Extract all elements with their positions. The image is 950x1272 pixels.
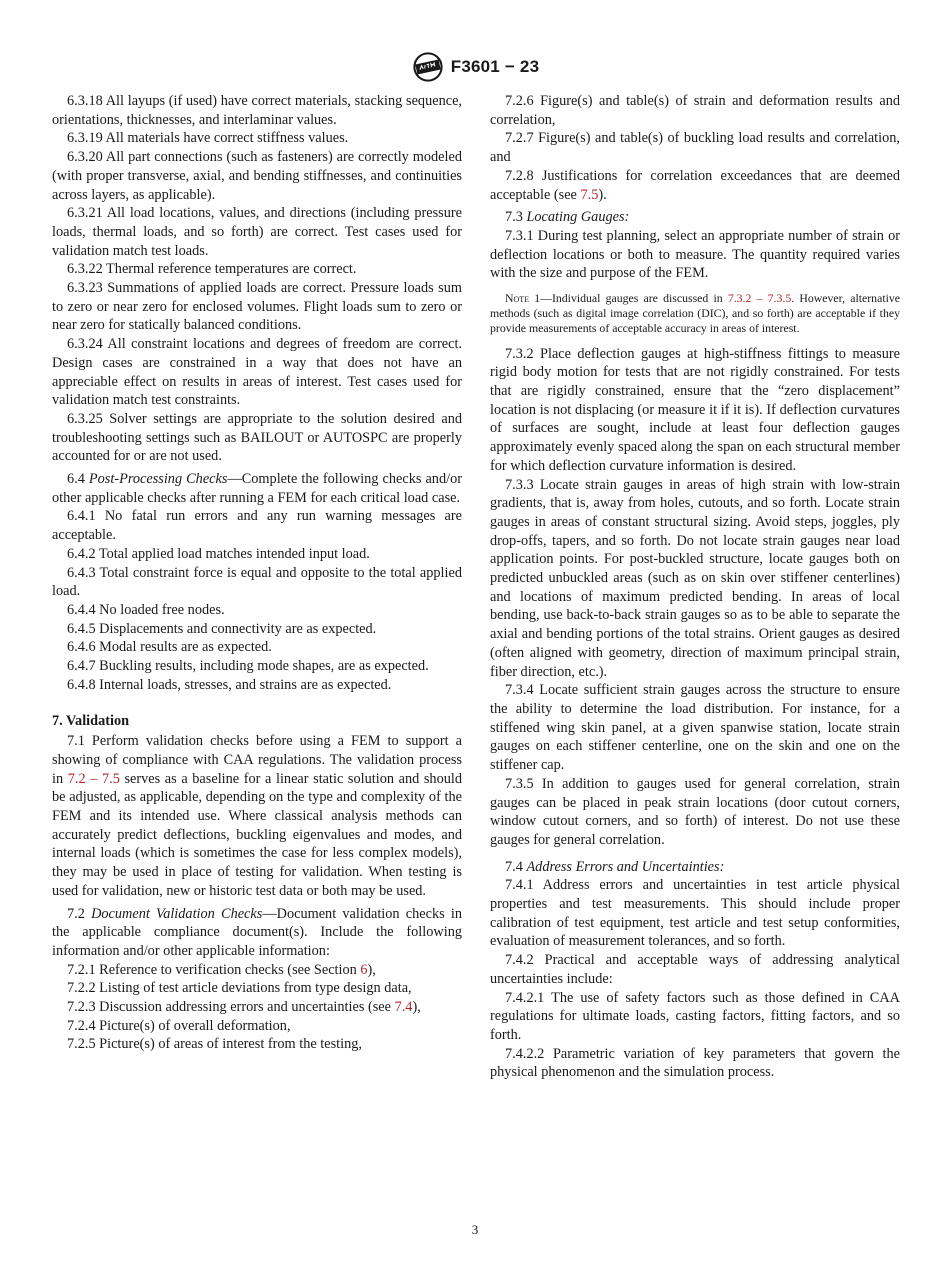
astm-logo-icon [411,50,445,84]
clause-6-3-21: 6.3.21 All load locations, values, and directions (including pressure loads, thermal loads, and so forth) are correct. Test cases used for validation match test loads. [52,205,462,259]
clause-7-3: 7.3 Locating Gauges: [505,209,630,226]
clause-6-3-25: 6.3.25 Solver settings are appropriate to the solution desired and troubleshooting settings such as BAILOUT or AUTOSPC are properly accounted for or are not used. [52,410,462,465]
clause-7-2-3: 7.2.3 Discussion addressing errors and uncertainties (see 7.4), [67,999,421,1016]
clause-7-2-1: 7.2.1 Reference to verification checks (see Section 6), [67,961,376,978]
note-label: Note [505,291,530,306]
clause-7-2-7: 7.2.7 Figure(s) and table(s) of buckling load results and correlation, and [490,130,900,166]
standard-designation: F3601 − 23 [450,57,540,76]
clause-7-3-3: 7.3.3 Locate strain gauges in areas of high strain with low-strain gradients, that is, away from holes, cutouts, and so forth. Locate strain gauges in areas of constant structural sizing. Avoid steps, joggles, ply drop-offs, tapers, and so forth. Do not locate strain gauges near load application points. For post-buckled structure, locate gauges both on predicted unbuckled areas (such as on skin over stiffener centerlines) and locations of maximum predicted bending. In areas of local bending, use back-to-back strain gauges so as to be able to separate the axial and bending portions of the total strains. Orient gauges as desired (often aligned with geometry, direction of maximum principal strain, fiber direction, etc.). [490,476,900,680]
clause-7-3-title: Locating Gauges: [526,209,630,226]
clause-7-2-2: 7.2.2 Listing of test article deviations from type design data, [67,980,412,997]
clause-7-4-1: 7.4.1 Address errors and uncertainties in test article physical properties and test measurements. This should include proper calibration of test equipment, test article and test setup conformities, evaluation of measurement tolerances, and so forth. [490,877,900,950]
clause-6-4-5: 6.4.5 Displacements and connectivity are as expected. [67,620,377,637]
ref-7-3-2-7-3-5[interactable]: 7.3.2 – 7.3.5 [727,291,792,306]
clause-6-3-23: 6.3.23 Summations of applied loads are correct. Pressure loads sum to zero or near zero for enclosed volumes. Flight loads sum to zero or near zero for statically balanced conditions. [52,280,462,334]
ref-section-6[interactable]: 6 [360,961,368,978]
clause-6-4-4: 6.4.4 No loaded free nodes. [67,601,225,618]
clause-7-4-title: Address Errors and Uncertainties: [526,858,725,875]
clause-6-4-7: 6.4.7 Buckling results, including mode shapes, are as expected. [67,658,429,675]
clause-7-2-6: 7.2.6 Figure(s) and table(s) of strain and deformation results and correlation, [490,93,900,128]
clause-7-3-1: 7.3.1 During test planning, select an appropriate number of strain or deflection locations or both to measure. The quantity required varies with the size and purpose of the FEM. [490,227,900,282]
clause-7-3-5: 7.3.5 In addition to gauges used for general correlation, strain gauges can be placed in peak strain locations (door cutout corners, window cutout corners, and so forth) of interest. Do not use these gauges for general correlation. [490,775,900,848]
clause-7-1: 7.1 Perform validation checks before using a FEM to support a showing of compliance with CAA regulations. The validation process in 7.2 – 7.5 serves as a baseline for a linear static solution and should be adjusted, as applicable, depending on the type and complexity of the FEM and its intended use. Where classical analysis methods can accurately predict deflections, buckling eigenvalues and modes, and internal loads (which is sometimes the case for less complex models), they may be used in place of testing for validation. When testing is used for validation, new or historic test data or both may be used. [52,733,462,899]
note-1: Note 1—Individual gauges are discussed in 7.3.2 – 7.3.5. However, alternative methods (such as digital image correlation (DIC), and so forth) are acceptable if they provide measurements of acceptable accuracy in areas of interest. [490,291,901,336]
ref-7-5[interactable]: 7.5 [580,186,599,203]
clause-7-2-8: 7.2.8 Justifications for correlation exceedances that are deemed acceptable (see 7.5). [490,167,900,203]
ref-7-2-7-5[interactable]: 7.2 – 7.5 [67,770,120,787]
clause-7-4: 7.4 Address Errors and Uncertainties: [505,858,725,875]
page-number: 3 [471,1222,479,1237]
clause-6-4: 6.4 Post-Processing Checks—Complete the following checks and/or other applicable checks after running a FEM for each critical load case. [52,471,462,506]
section-7-heading: 7. Validation [52,712,130,729]
ref-7-4[interactable]: 7.4 [394,999,413,1016]
clause-6-3-22: 6.3.22 Thermal reference temperatures are correct. [67,261,357,278]
clause-7-3-4: 7.3.4 Locate sufficient strain gauges across the structure to ensure the ability to determine the load distribution. For instance, for a stiffened wing skin panel, at a given spanwise station, locate strain gauges on each stiffener centerline, one on the skin and one on the stiffener cap. [490,682,900,774]
clause-6-4-2: 6.4.2 Total applied load matches intended input load. [67,545,370,562]
clause-6-3-18: 6.3.18 All layups (if used) have correct materials, stacking sequence, orientations, thicknesses, and interlaminar values. [52,93,462,128]
clause-6-4-1: 6.4.1 No fatal run errors and any run warning messages are acceptable. [52,508,462,544]
clause-6-4-title: Post-Processing Checks [88,471,228,488]
clause-6-4-8: 6.4.8 Internal loads, stresses, and strains are as expected. [67,676,392,693]
clause-7-2-5: 7.2.5 Picture(s) of areas of interest from the testing, [67,1036,362,1053]
clause-7-4-2-2: 7.4.2.2 Parametric variation of key parameters that govern the physical phenomenon and the simulation process. [490,1045,900,1081]
clause-6-3-24: 6.3.24 All constraint locations and degrees of freedom are correct. Design cases are constrained in a way that does not have an appreciable effect on results in areas of interest. Test cases used for validation match test constraints. [52,336,462,409]
page-header [0,50,950,84]
clause-6-4-6: 6.4.6 Modal results are as expected. [67,639,272,656]
clause-7-2-4: 7.2.4 Picture(s) of overall deformation, [67,1017,291,1034]
left-column [52,92,462,1054]
clause-7-4-2: 7.4.2 Practical and acceptable ways of addressing analytical uncertainties include: [490,952,900,987]
clause-6-3-19: 6.3.19 All materials have correct stiffness values. [67,130,349,147]
clause-6-4-3: 6.4.3 Total constraint force is equal and opposite to the total applied load. [52,564,462,600]
clause-7-3-2: 7.3.2 Place deflection gauges at high-stiffness fittings to measure rigid body motion for tests that are not rigidly constrained. For tests that are rigidly constrained, ensure that the “zero displacement” location is not displacing (or measure it if it is). If deflection curvatures of surfaces are sought, include at least four deflection gauges approximately evenly spaced along the span on each structural member for which deflection curvature information is desired. [490,345,900,474]
clause-7-2: 7.2 Document Validation Checks—Document validation checks in the applicable compliance document(s). Include the following information and/or other applicable information: [52,905,462,959]
clause-7-2-title: Document Validation Checks [91,905,263,922]
right-column [490,92,900,1082]
clause-6-3-20: 6.3.20 All part connections (such as fasteners) are correctly modeled (with proper transverse, axial, and bending stiffnesses, and continuities across layers, as applicable). [52,149,462,203]
clause-7-4-2-1: 7.4.2.1 The use of safety factors such as those defined in CAA regulations for ultimate loads, casting factors, fitting factors, and so forth. [490,989,900,1043]
